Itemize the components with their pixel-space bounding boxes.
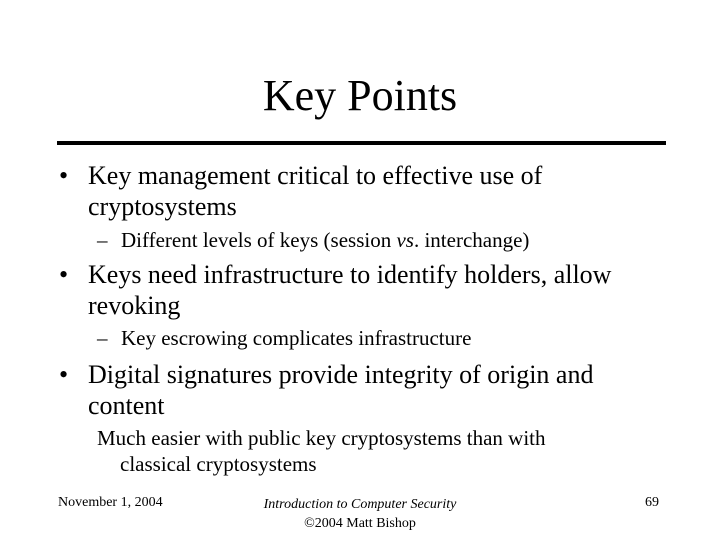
footer-course-info	[205, 495, 515, 533]
sub-bullet-marker: –	[97, 228, 108, 252]
bullet-digital-signatures	[59, 359, 669, 421]
bullet-marker: •	[59, 161, 69, 190]
sub-bullet-key-escrowing	[97, 326, 677, 351]
note-line-2: classical cryptosystems	[120, 452, 317, 476]
note-public-key	[97, 425, 637, 477]
bullet-text: Digital signatures provide integrity of origin and content	[88, 360, 594, 420]
sub-bullet-text-italic: vs	[396, 228, 414, 252]
bullet-text: Keys need infrastructure to identify holders, allow revoking	[88, 260, 612, 320]
sub-bullet-text-end: . interchange)	[413, 228, 530, 252]
footer-date: November 1, 2004	[58, 495, 163, 510]
bullet-text: Key management critical to effective use of cryptosystems	[88, 161, 543, 221]
footer-copyright: ©2004 Matt Bishop	[304, 516, 416, 531]
bullet-infrastructure	[59, 259, 669, 321]
bullet-marker: •	[59, 260, 69, 289]
title-divider	[57, 141, 666, 145]
sub-bullet-key-levels	[97, 228, 677, 253]
sub-bullet-text: Key escrowing complicates infrastructure	[121, 326, 472, 350]
slide-title: Key Points	[262, 71, 458, 120]
sub-bullet-text-start: Different levels of keys (session	[121, 228, 397, 252]
bullet-key-management	[59, 160, 669, 222]
footer-course-title: Introduction to Computer Security	[263, 497, 457, 512]
bullet-marker: •	[59, 360, 69, 389]
sub-bullet-text	[97, 228, 677, 253]
note-line-1: Much easier with public key cryptosystems than with	[97, 426, 546, 450]
sub-bullet-marker: –	[97, 326, 108, 350]
page-number: 69	[645, 495, 659, 510]
